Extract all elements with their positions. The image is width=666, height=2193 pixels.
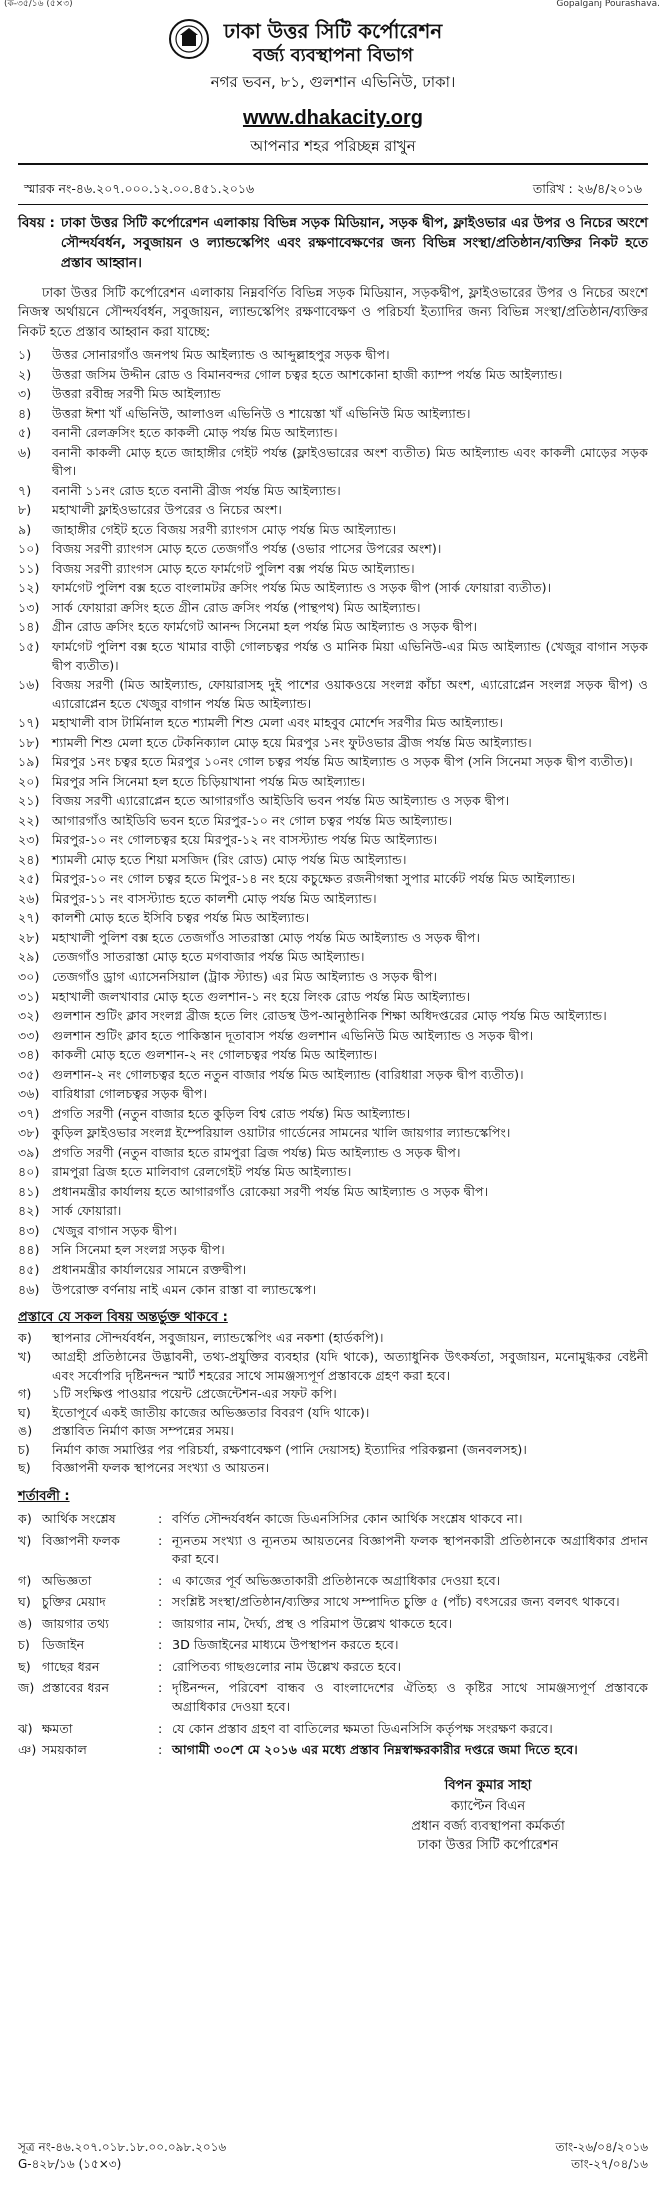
item-text: মিরপুর-১০ নং গোল চত্বর হতে মিপুর-১৪ নং হয়ে কচুক্ষেত রজনীগন্ধা সুপার মার্কেট পর্যন্ত মিড আইল্যান্ড। [52, 871, 576, 887]
signatory-title: প্রধান বর্জ্য ব্যবস্থাপনা কর্মকর্তা [411, 1818, 565, 1834]
subject-block [18, 213, 648, 274]
list-item [18, 385, 648, 404]
list-item [18, 988, 648, 1007]
signatory-rank: ক্যাপ্টেন বিএন [450, 1799, 526, 1815]
term-row [18, 1615, 648, 1634]
item-number: ৪০) [18, 1164, 40, 1180]
term-key: খ) [18, 1532, 32, 1548]
item-text: বনানী রেলক্রসিং হতে কাকলী মোড় পর্যন্ত মিড আইল্যান্ড। [52, 425, 338, 441]
top-left-fragment: (ক-৩৫/১৬ (৫×৩) [4, 0, 73, 9]
term-colon: : [158, 1615, 163, 1631]
proposal-key: ঘ) [18, 1404, 31, 1420]
term-row [18, 1572, 648, 1591]
proposal-item [18, 1422, 648, 1441]
proposal-text: ইতোপূর্বে একই জাতীয় কাজের অভিজ্ঞতার বিবরণ (যদি থাকে)। [52, 1404, 370, 1420]
item-text: মিরপুর-১১ নং বাসস্ট্যান্ড হতে কালশী মোড় পর্যন্ত মিড আইল্যান্ড। [52, 890, 377, 906]
item-text: তেজগাঁও সাতরাস্তা মোড় হতে মগবাজার পর্যন্ত মিড আইল্যান্ড। [52, 949, 365, 965]
item-text: উত্তরা ঈশা খাঁ এভিনিউ, আলাওল এভিনিউ ও শায়েস্তা খাঁ এভিনিউ মিড আইল্যান্ড। [52, 405, 471, 421]
dncc-emblem-icon [168, 18, 210, 60]
item-number: ৩৬) [18, 1086, 40, 1102]
term-value: রোপিতব্য গাছগুলোর নাম উল্লেখ করতে হবে। [172, 1658, 402, 1674]
term-colon: : [158, 1720, 163, 1736]
term-label: ক্ষমতা [42, 1720, 73, 1736]
list-item [18, 1066, 648, 1085]
list-item [18, 1222, 648, 1241]
footer [18, 2139, 648, 2173]
list-item [18, 501, 648, 520]
item-text: রামপুরা ব্রিজ হতে মালিবাগ রেলগেইট পর্যন্ত মিড আইল্যান্ড। [52, 1164, 352, 1180]
proposal-item [18, 1348, 648, 1385]
list-item [18, 366, 648, 385]
list-item [18, 540, 648, 559]
term-key: ঝ) [18, 1720, 33, 1736]
term-label: জায়গার তথ্য [42, 1615, 109, 1631]
term-key: ঘ) [18, 1594, 31, 1610]
item-text: ফার্মগেট পুলিশ বক্স হতে বাংলামটর ক্রসিং পর্যন্ত মিড আইল্যান্ড ও সড়ক দ্বীপ (সার্ক ফোয়ারা ব্যতীত)। [52, 580, 552, 596]
item-text: বিজয় সরণী র‍্যাংগস মোড় হতে ফার্মগেট পুলিশ বক্স পর্যন্ত মিড আইল্যান্ড। [52, 560, 415, 576]
footer-reference: সূত্র নং-৪৬.২০৭.০১৮.১৮.০০.০৯৮.২০১৬ [18, 2139, 227, 2154]
item-number: ২২) [18, 812, 40, 828]
term-value: দৃষ্টিনন্দন, পরিবেশ বান্ধব ও বাংলাদেশের ঐতিহ্য ও কৃষ্টির সাথে সামঞ্জস্যপূর্ণ প্রস্তাবকে অগ্রাধিকার দেওয়া হবে। [172, 1680, 648, 1714]
term-label: গাছের ধরন [42, 1658, 100, 1674]
list-item [18, 444, 648, 481]
proposal-text: প্রস্তাবিত নির্মাণ কাজ সম্পন্নের সময়। [52, 1423, 234, 1439]
item-number: ৭) [18, 482, 32, 498]
terms-table [18, 1510, 648, 1759]
list-item [18, 1046, 648, 1065]
list-item [18, 1085, 648, 1104]
proposal-item [18, 1459, 648, 1478]
term-value: এ কাজের পূর্ব অভিজ্ঞতাকারী প্রতিষ্ঠানকে অগ্রাধিকার দেওয়া হবে। [172, 1572, 501, 1588]
item-number: ৩৯) [18, 1144, 40, 1160]
item-number: ৩৭) [18, 1105, 40, 1121]
item-text: জাহাঙ্গীর গেইট হতে বিজয় সরণী র‍্যাংগস মোড় পর্যন্ত মিড আইল্যান্ড। [52, 521, 397, 537]
term-row [18, 1658, 648, 1677]
list-item [18, 1202, 648, 1221]
list-item [18, 1281, 648, 1300]
signatory-office: ঢাকা উত্তর সিটি কর্পোরেশন [417, 1838, 559, 1854]
proposal-key: ক) [18, 1330, 32, 1346]
item-number: ৩৫) [18, 1066, 40, 1082]
item-text: সনি সিনেমা হল সংলগ্ন সড়ক দ্বীপ। [52, 1242, 225, 1258]
term-row [18, 1532, 648, 1569]
list-item [18, 890, 648, 909]
term-key: ঙ) [18, 1615, 33, 1631]
office-address: নগর ভবন, ৮১, গুলশান এভিনিউ, ঢাকা। [210, 73, 456, 92]
item-number: ১২) [18, 580, 40, 596]
item-text: গ্রীন রোড ক্রসিং হতে ফার্মগেট আনন্দ সিনেমা হল পর্যন্ত মিড আইল্যান্ড ও সড়ক দ্বীপ। [52, 619, 478, 635]
term-colon: : [158, 1637, 163, 1653]
list-item [18, 870, 648, 889]
item-text: সার্ক ফোয়ারা ক্রসিং হতে গ্রীন রোড ক্রসিং পর্যন্ত (পান্থপথ) মিড আইল্যান্ড। [52, 599, 421, 615]
department-name: বর্জ্য ব্যবস্থাপনা বিভাগ [252, 45, 414, 66]
item-number: ৩০) [18, 969, 40, 984]
terms-heading: শর্তাবলী : [18, 1488, 70, 1504]
term-colon: : [158, 1532, 163, 1548]
item-text: কুড়িল ফ্লাইওভার সংলগ্ন ইম্পেরিয়াল ওয়াটার গার্ডেনের সামনের খালি জায়গার ল্যান্ডস্কেপিং। [52, 1125, 511, 1141]
proposal-item [18, 1441, 648, 1460]
item-text: মহাখালী ফ্লাইওভারের উপরের ও নিচের অংশ। [52, 502, 282, 518]
item-number: ১৮) [18, 734, 40, 750]
item-text: গুলশান শুটিং ক্লাব হতে পাকিস্তান দূতাবাস পর্যন্ত গুলশান এভিনিউ মিড আইল্যান্ড ও সড়ক দ্বীপ। [52, 1027, 534, 1043]
item-text: ফার্মগেট পুলিশ বক্স হতে খামার বাড়ী গোলচত্বর পর্যন্ত ও মানিক মিয়া এভিনিউ-এর মিড আইল্যান্ড (খেজুর বাগান সড়ক দ্বীপ ব্যতীত)। [52, 638, 648, 673]
website-link[interactable]: www.dhakacity.org [242, 106, 424, 129]
memo-date: তারিখ : ২৬/৪/২০১৬ [532, 181, 642, 196]
item-text: প্রগতি সরণী (নতুন বাজার হতে কুড়িল বিশ্ব রোড পর্যন্ত) মিড আইল্যান্ড। [52, 1105, 411, 1121]
item-number: ১৬) [18, 677, 40, 693]
term-value: বর্ণিত সৌন্দর্যবর্ধন কাজে ডিএনসিসির কোন আর্থিক সংশ্লেষ থাকবে না। [172, 1511, 523, 1527]
term-label: চুক্তির মেয়াদ [42, 1594, 106, 1610]
item-number: ২৫) [18, 871, 40, 887]
item-text: মিরপুর সনি সিনেমা হল হতে চিড়িয়াখানা পর্যন্ত মিড আইল্যান্ড। [52, 773, 366, 789]
term-value: যে কোন প্রস্তাব গ্রহণ বা বাতিলের ক্ষমতা ডিএনসিসি কর্তৃপক্ষ সংরক্ষণ করবে। [172, 1720, 553, 1736]
term-row [18, 1720, 648, 1739]
item-text: উত্তরা জসিম উদ্দীন রোড ও বিমানবন্দর গোল চত্বর হতে আশকোনা হাজী ক্যাম্প পর্যন্ত মিড আইল্যান্ড। [52, 366, 563, 382]
term-key: ক) [18, 1511, 32, 1527]
item-text: গুলশান শুটিং ক্লাব সংলগ্ন ব্রীজ হতে লিং রোডস্থ উপ-আনুষ্ঠানিক শিক্ষা অধিদপ্তরের মোড় পর্যন্ত মিড আইল্যান্ড। [52, 1008, 607, 1024]
header-rule [18, 163, 648, 165]
item-text: উত্তর সোনারগাঁও জনপথ মিড আইল্যান্ড ও আব্দুল্লাহপুর সড়ক দ্বীপ। [52, 347, 390, 362]
list-item [18, 560, 648, 579]
term-label: সময়কাল [42, 1742, 87, 1758]
list-item [18, 599, 648, 618]
term-key: ঞ) [18, 1742, 37, 1758]
item-text: আগারগাঁও আইডিবি ভবন হতে মিরপুর-১০ নং গোল চত্বর পর্যন্ত মিড আইল্যান্ড। [52, 812, 453, 828]
item-number: ২৩) [18, 832, 40, 848]
proposal-text: স্থাপনার সৌন্দর্যবর্ধন, সবুজায়ন, ল্যান্ডস্কেপিং এর নকশা (হার্ডকপি)। [52, 1330, 384, 1346]
item-text: বিজয় সরণী এ্যারোপ্লেন হতে আগারগাঁও আইডিবি ভবন পর্যন্ত মিড আইল্যান্ড ও সড়ক দ্বীপ। [52, 793, 510, 809]
term-value: জায়গার নাম, দৈর্ঘ্য, প্রস্থ ও পরিমাপ উল্লেখ থাকতে হবে। [172, 1615, 453, 1631]
term-label: অভিজ্ঞতা [42, 1572, 92, 1588]
memo-rule [18, 204, 648, 205]
intro-paragraph: ঢাকা উত্তর সিটি কর্পোরেশন এলাকায় নিম্নবর্ণিত বিভিন্ন সড়ক মিডিয়ান, সড়কদ্বীপ, ফ্লাইওভারের উপর ও নিচের অংশে নিজস্ব অর্থায়নে সৌন্দর্যবর্ধন, সবুজায়ন, ল্যান্ডস্কেপিং রক্ষণাবেক্ষণ ও পরিচর্যা ইত্যাদির জন্য বিভিন্ন সংস্থা/প্রতিষ্ঠান/ব্যক্তির নিকট হতে প্রস্তাব আহ্বান করা যাচ্ছে: [18, 285, 648, 340]
list-item [18, 714, 648, 733]
term-label: আর্থিক সংশ্লেষ [42, 1511, 116, 1527]
list-item [18, 734, 648, 753]
term-key: গ) [18, 1572, 32, 1588]
list-item [18, 676, 648, 713]
term-label: প্রস্তাবের ধরন [42, 1680, 110, 1696]
item-number: ২৭) [18, 910, 40, 926]
subject-label: বিষয় : [18, 214, 55, 231]
item-text: প্রগতি সরণী (নতুন বাজার হতে রামপুরা ব্রিজ পর্যন্ত) মিড আইল্যান্ড ও সড়ক দ্বীপ। [52, 1144, 461, 1160]
item-number: ১) [18, 347, 32, 362]
term-row [18, 1741, 648, 1760]
term-row [18, 1636, 648, 1655]
memo-line [18, 176, 648, 204]
slogan: আপনার শহর পরিচ্ছন্ন রাখুন [250, 136, 416, 155]
item-number: ৫) [18, 425, 32, 441]
organization-name: ঢাকা উত্তর সিটি কর্পোরেশন [223, 19, 443, 43]
item-number: ৪৩) [18, 1222, 40, 1238]
list-item [18, 753, 648, 772]
list-item [18, 405, 648, 424]
list-item [18, 948, 648, 967]
proposal-key: ঙ) [18, 1423, 33, 1439]
term-row [18, 1510, 648, 1529]
item-number: ১৭) [18, 715, 40, 731]
item-text: বনানী ১১নং রোড হতে বনানী ব্রীজ পর্যন্ত মিড আইল্যান্ড। [52, 482, 341, 498]
list-item [18, 424, 648, 443]
proposal-text: ১টি সংক্ষিপ্ত পাওয়ার পয়েন্ট প্রেজেন্টেশন-এর সফট কপি। [52, 1386, 337, 1402]
item-number: ৪২) [18, 1203, 40, 1219]
item-number: ৩৮) [18, 1125, 40, 1141]
list-item [18, 929, 648, 948]
list-item [18, 1183, 648, 1202]
item-text: শ্যামলী মোড় হতে শিয়া মসজিদ (রিং রোড) মোড় পর্যন্ত মিড আইল্যান্ড। [52, 851, 407, 867]
item-number: ২৪) [18, 851, 40, 867]
term-key: জ) [18, 1680, 35, 1696]
item-text: গুলশান-২ নং গোলচত্বর হতে নতুন বাজার পর্যন্ত মিড আইল্যান্ড (বারিধারা সড়ক দ্বীপ ব্যতীত)। [52, 1066, 524, 1082]
term-value: আগামী ৩০শে মে ২০১৬ এর মধ্যে প্রস্তাব নিম্নস্বাক্ষরকারীর দপ্তরে জমা দিতে হবে। [172, 1742, 578, 1758]
item-number: ১৪) [18, 619, 40, 635]
item-number: ৪৬) [18, 1281, 40, 1297]
item-text: বিজয় সরণী (মিড আইল্যান্ড, ফোয়ারাসহ দুই পাশের ওয়াকওয়ে সংলগ্ন কাঁচা অংশ, এ্যারোপ্লেন সংলগ্ন সড়ক দ্বীপ) ও এ্যারোপ্লেন হতে খেজুর বাগান পর্যন্ত মিড আইল্যান্ড। [52, 677, 648, 711]
top-right-fragment: Gopalganj Pourashava. [556, 0, 660, 9]
memo-number: স্মারক নং-৪৬.২০৭.০০০.১২.০০.৪৫১.২০১৬ [24, 181, 255, 196]
item-number: ১৩) [18, 599, 40, 615]
list-item [18, 1124, 648, 1143]
item-number: ২৮) [18, 929, 40, 945]
signature-block [358, 1776, 618, 1856]
item-text: বনানী কাকলী মোড় হতে জাহাঙ্গীর গেইট পর্যন্ত (ফ্লাইওভারের অংশ ব্যতীত) মিড আইল্যান্ড এবং কাকলী মোড়ের সড়ক দ্বীপ। [52, 444, 648, 479]
item-text: মিরপুর ১নং চত্বর হতে মিরপুর ১০নং গোল চত্বর পর্যন্ত মিড আইল্যান্ড ও সড়ক দ্বীপ (সনি সিনেমা সড়ক দ্বীপ ব্যতীত)। [52, 754, 633, 770]
item-text: প্রধানমন্ত্রীর কার্যালয়ের সামনে রক্তদ্বীপ। [52, 1261, 247, 1277]
term-label: ডিজাইন [42, 1637, 85, 1653]
item-number: ৩২) [18, 1008, 40, 1024]
proposal-text: নির্মাণ কাজ সমাপ্তির পর পরিচর্যা, রক্ষণাবেক্ষণ (পানি দেয়াসহ) ইত্যাদির পরিকল্পনা (জনবলসহ)। [52, 1441, 527, 1457]
term-key: ছ) [18, 1658, 31, 1674]
item-number: ২৯) [18, 949, 40, 965]
list-item [18, 346, 648, 365]
list-item [18, 851, 648, 870]
item-text: কালশী মোড় হতে ইসিবি চত্বর পর্যন্ত মিড আইল্যান্ড। [52, 910, 310, 926]
list-item [18, 909, 648, 928]
list-item [18, 618, 648, 637]
item-number: ৪৫) [18, 1261, 40, 1277]
item-text: শ্যামলী শিশু মেলা হতে টেকনিক্যাল মোড় হয়ে মিরপুর ১নং ফুটওভার ব্রীজ পর্যন্ত মিড আইল্যান্ড। [52, 734, 532, 750]
item-number: ৪) [18, 405, 32, 421]
term-colon: : [158, 1680, 163, 1696]
list-item [18, 1027, 648, 1046]
term-label: বিজ্ঞাপনী ফলক [42, 1532, 120, 1548]
list-item [18, 1105, 648, 1124]
item-number: ৩১) [18, 988, 40, 1004]
list-item [18, 968, 648, 987]
letterhead [18, 0, 648, 176]
list-item [18, 831, 648, 850]
list-item [18, 812, 648, 831]
term-value: ন্যূনতম সংখ্যা ও ন্যূনতম আয়তনের বিজ্ঞাপনী ফলক স্থাপনকারী প্রতিষ্ঠানকে অগ্রাধিকার প্রদান করা হবে। [172, 1532, 648, 1567]
proposal-heading: প্রস্তাবে যে সকল বিষয় অন্তর্ভুক্ত থাকবে : [18, 1310, 228, 1326]
gd-number: G-৪২৮/১৬ (১৫×৩) [18, 2156, 122, 2171]
proposal-key: চ) [18, 1441, 30, 1457]
list-item [18, 638, 648, 675]
proposal-content-list [18, 1329, 648, 1477]
item-number: ২৬) [18, 890, 40, 906]
subject-text: ঢাকা উত্তর সিটি কর্পোরেশন এলাকায় বিভিন্ন সড়ক মিডিয়ান, সড়ক দ্বীপ, ফ্লাইওভার এর উপর ও নিচের অংশে সৌন্দর্যবর্ধন, সবুজায়ন ও ল্যান্ডস্কেপিং এবং রক্ষণাবেক্ষণের জন্য বিভিন্ন সংস্থা/প্রতিষ্ঠান/ব্যক্তির নিকট হতে প্রস্তাব আহ্বান। [60, 214, 648, 272]
item-text: বিজয় সরণী র‍্যাংগস মোড় হতে তেজগাঁও পর্যন্ত (ওভার পাসের উপরের অংশ)। [52, 541, 442, 557]
item-text: মহাখালী জলখাবার মোড় হতে গুলশান-১ নং হয়ে লিংক রোড পর্যন্ত মিড আইল্যান্ড। [52, 988, 471, 1004]
proposal-item [18, 1329, 648, 1348]
item-number: ৪৪) [18, 1242, 40, 1258]
term-value: 3D ডিজাইনের মাধ্যমে উপস্থাপন করতে হবে। [172, 1637, 399, 1653]
item-text: মহাখালী বাস টার্মিনাল হতে শ্যামলী শিশু মেলা এবং মাহবুব মোর্শেদ সরণীর মিড আইল্যান্ড। [52, 715, 503, 731]
term-row [18, 1679, 648, 1716]
list-item [18, 521, 648, 540]
term-colon: : [158, 1658, 163, 1674]
proposal-key: খ) [18, 1349, 32, 1365]
item-number: ১৫) [18, 638, 40, 654]
signatory-name: বিপন কুমার সাহা [444, 1777, 532, 1793]
term-colon: : [158, 1742, 163, 1758]
list-item [18, 1007, 648, 1026]
term-row [18, 1593, 648, 1612]
item-text: বারিধারা গোলচত্বর সড়ক দ্বীপ। [52, 1086, 207, 1102]
item-text: খেজুর বাগান সড়ক দ্বীপ। [52, 1222, 177, 1238]
item-number: ৩৩) [18, 1027, 40, 1043]
list-item [18, 1241, 648, 1260]
list-item [18, 482, 648, 501]
gd-date: তাং-২৭/০৪/১৬ [571, 2156, 648, 2171]
item-number: ২) [18, 366, 32, 382]
item-text: প্রধানমন্ত্রীর কার্যালয় হতে আগারগাঁও রোকেয়া সরণী পর্যন্ত মিড আইল্যান্ড ও সড়ক দ্বীপ। [52, 1183, 489, 1199]
item-number: ৪১) [18, 1183, 40, 1199]
list-item [18, 773, 648, 792]
item-text: উপরোক্ত বর্ণনায় নাই এমন কোন রাস্তা বা ল্যান্ডস্কেপ। [52, 1281, 317, 1297]
list-item [18, 792, 648, 811]
term-colon: : [158, 1511, 163, 1527]
item-number: ২১) [18, 793, 40, 809]
item-text: মিরপুর-১০ নং গোলচত্বর হয়ে মিরপুর-১২ নং বাসস্ট্যান্ড পর্যন্ত মিড আইল্যান্ড। [52, 832, 438, 848]
item-number: ৬) [18, 444, 32, 460]
term-colon: : [158, 1572, 163, 1588]
item-number: ৩) [18, 386, 32, 402]
list-item [18, 579, 648, 598]
item-text: মহাখালী পুলিশ বক্স হতে তেজগাঁও সাতরাস্তা মোড় পর্যন্ত মিড আইল্যান্ড ও সড়ক দ্বীপ। [52, 929, 481, 945]
item-text: কাকলী মোড় হতে গুলশান-২ নং গোলচত্বর পর্যন্ত মিড আইল্যান্ড। [52, 1047, 378, 1063]
term-key: চ) [18, 1637, 30, 1653]
item-text: তেজগাঁও ড্রাগ এ্যাসেনসিয়াল (ট্রাক স্ট্যান্ড) এর মিড আইল্যান্ড ও সড়ক দ্বীপ। [52, 969, 438, 984]
term-value: সংশ্লিষ্ট সংস্থা/প্রতিষ্ঠান/ব্যক্তির সাথে সম্পাদিত চুক্তি ৫ (পাঁচ) বৎসরের জন্য বলবৎ থাকবে। [172, 1594, 620, 1610]
item-number: ১৯) [18, 754, 40, 770]
proposal-text: আগ্রহী প্রতিষ্ঠানের উদ্ভাবনী, তথ্য-প্রযুক্তির ব্যবহার (যদি থাকে), অত্যাধুনিক উৎকর্ষতা, সবুজায়ন, মনোমুগ্ধকর বেষ্টনী এবং সর্বোপরি দৃষ্টিনন্দন স্মার্ট শহরের সাথে সামঞ্জস্যপূর্ণ প্রস্তাবকে গ্রহণ করা হবে। [52, 1349, 648, 1383]
proposal-item [18, 1385, 648, 1404]
proposal-text: বিজ্ঞাপনী ফলক স্থাপনের সংখ্যা ও আয়তন। [52, 1460, 270, 1476]
item-text: সার্ক ফোয়ারা। [52, 1203, 122, 1219]
item-text: উত্তরা রবীন্দ্র সরণী মিড আইল্যান্ড [52, 386, 221, 402]
location-list [18, 346, 648, 1299]
item-number: ৮) [18, 502, 32, 518]
list-item [18, 1163, 648, 1182]
term-colon: : [158, 1594, 163, 1610]
item-number: ২০) [18, 773, 40, 789]
footer-date: তাং-২৬/০৪/২০১৬ [555, 2139, 648, 2154]
list-item [18, 1144, 648, 1163]
item-number: ১০) [18, 541, 40, 557]
item-number: ১১) [18, 560, 40, 576]
proposal-item [18, 1404, 648, 1423]
proposal-key: গ) [18, 1386, 32, 1402]
item-number: ৯) [18, 521, 32, 537]
list-item [18, 1261, 648, 1280]
proposal-key: ছ) [18, 1460, 31, 1476]
item-number: ৩৪) [18, 1047, 40, 1063]
